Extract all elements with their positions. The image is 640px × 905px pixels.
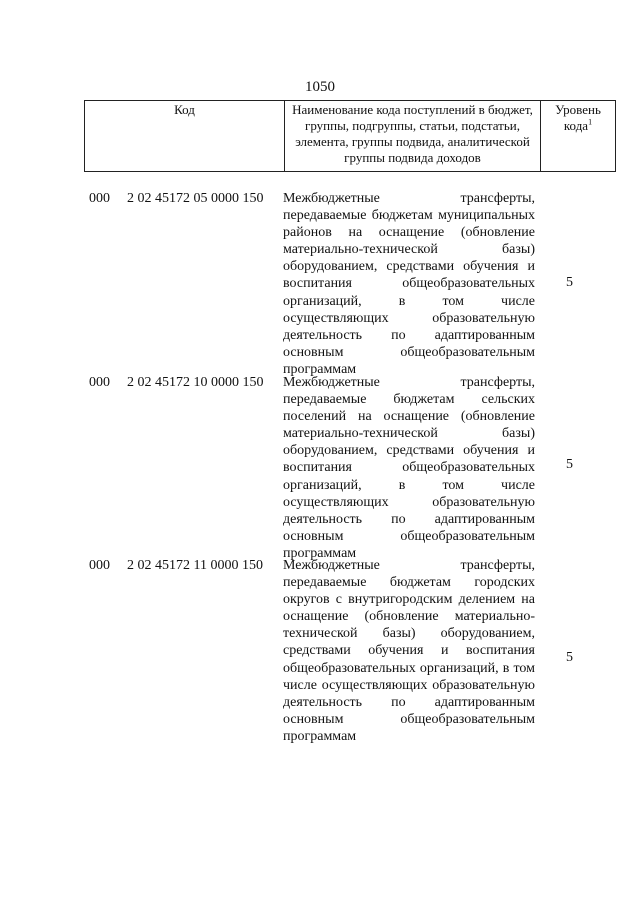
footnote-marker: 1 <box>588 117 593 127</box>
row-description: Межбюджетные трансферты, передаваемые бюджетам городских округов с внутригородским делением на оснащение (обновление материально-технической базы) оборудованием, средствами обучения и воспитания общеобразовательных организаций, в том числе осуществляющих образовательную деятельность по адаптированным основным общеобразовательным программам <box>283 558 535 744</box>
header-level-label: Уровень кода <box>555 102 601 133</box>
row-code: 2 02 45172 11 0000 150 <box>127 558 263 573</box>
row-code: 2 02 45172 05 0000 150 <box>127 191 264 206</box>
header-level-cell <box>541 101 616 172</box>
table-header <box>84 100 616 172</box>
row-description: Межбюджетные трансферты, передаваемые бюджетам сельских поселений на оснащение (обновление материально-технической базы) оборудованием, средствами обучения и воспитания общеобразовательных организаций, в том числе осуществляющих образовательную деятельность по адаптированным основным общеобразовательным программам <box>283 375 535 561</box>
header-name-label: Наименование кода поступлений в бюджет, группы, подгруппы, статьи, подстатьи, элемента, группы подвида, аналитической группы подвида доходов <box>292 102 533 165</box>
row-level: 5 <box>566 457 573 472</box>
header-name-cell <box>285 101 541 172</box>
row-level: 5 <box>566 650 573 665</box>
row-prefix: 000 <box>89 558 110 573</box>
header-code-cell <box>85 101 285 172</box>
header-code-label: Код <box>174 102 195 117</box>
row-prefix: 000 <box>89 375 110 390</box>
row-prefix: 000 <box>89 191 110 206</box>
row-level: 5 <box>566 275 573 290</box>
page-number: 1050 <box>305 79 335 95</box>
row-description: Межбюджетные трансферты, передаваемые бюджетам муниципальных районов на оснащение (обновление материально-технической базы) оборудованием, средствами обучения и воспитания общеобразовательных организаций, в том числе осуществляющих образовательную деятельность по адаптированным основным общеобразовательным программам <box>283 191 535 377</box>
row-code: 2 02 45172 10 0000 150 <box>127 375 264 390</box>
